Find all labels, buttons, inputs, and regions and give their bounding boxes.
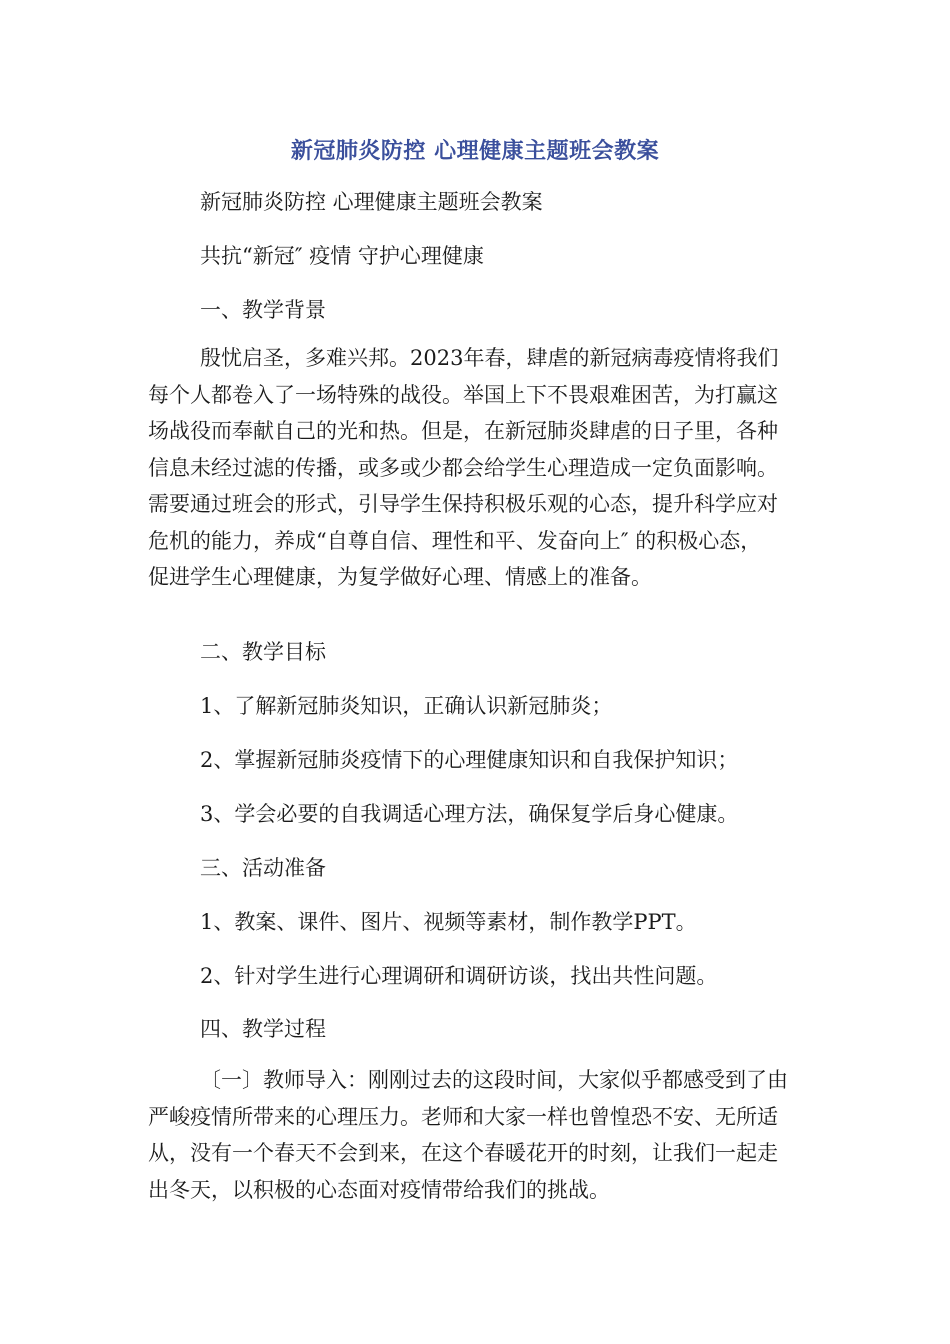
goal-item: 1、了解新冠肺炎知识，正确认识新冠肺炎； bbox=[200, 694, 613, 718]
section-heading-goals: 二、教学目标 bbox=[200, 640, 326, 664]
goal-item: 3、学会必要的自我调适心理方法，确保复学后身心健康。 bbox=[200, 802, 739, 826]
paragraph-line: 每个人都卷入了一场特殊的战役。举国上下不畏艰难困苦，为打赢这 bbox=[148, 382, 778, 407]
theme-line: 共抗“新冠″ 疫情 守护心理健康 bbox=[200, 244, 484, 268]
paragraph-line: 信息未经过滤的传播，或多或少都会给学生心理造成一定负面影响。 bbox=[148, 455, 778, 480]
document-title: 新冠肺炎防控 心理健康主题班会教案 bbox=[290, 139, 660, 164]
subtitle-line: 新冠肺炎防控 心理健康主题班会教案 bbox=[200, 190, 543, 214]
paragraph-line: 危机的能力，养成“自尊自信、理性和平、发奋向上″ 的积极心态， bbox=[148, 528, 762, 553]
paragraph-line: 出冬天，以积极的心态面对疫情带给我们的挑战。 bbox=[148, 1177, 610, 1202]
section-heading-preparation: 三、活动准备 bbox=[200, 856, 326, 880]
process-paragraph bbox=[148, 1062, 808, 1208]
section-heading-process: 四、教学过程 bbox=[200, 1017, 326, 1041]
goal-item: 2、掌握新冠肺炎疫情下的心理健康知识和自我保护知识； bbox=[200, 748, 739, 772]
background-paragraph bbox=[148, 340, 808, 596]
section-heading-background: 一、教学背景 bbox=[200, 298, 326, 322]
paragraph-line: 场战役而奉献自己的光和热。但是，在新冠肺炎肆虐的日子里，各种 bbox=[148, 419, 778, 443]
paragraph-line: 从，没有一个春天不会到来，在这个春暖花开的时刻，让我们一起走 bbox=[148, 1141, 778, 1165]
paragraph-line: 促进学生心理健康，为复学做好心理、情感上的准备。 bbox=[148, 565, 652, 589]
paragraph-line: 殷忧启圣，多难兴邦。2023年春，肆虐的新冠病毒疫情将我们 bbox=[200, 346, 779, 370]
paragraph-line: 〔一〕教师导入：刚刚过去的这段时间，大家似乎都感受到了由 bbox=[200, 1068, 788, 1092]
preparation-item: 1、教案、课件、图片、视频等素材，制作教学PPT。 bbox=[200, 910, 697, 934]
paragraph-line: 需要通过班会的形式，引导学生保持积极乐观的心态，提升科学应对 bbox=[148, 492, 778, 516]
paragraph-line: 严峻疫情所带来的心理压力。老师和大家一样也曾惶恐不安、无所适 bbox=[148, 1104, 778, 1129]
preparation-item: 2、针对学生进行心理调研和调研访谈，找出共性问题。 bbox=[200, 964, 718, 988]
